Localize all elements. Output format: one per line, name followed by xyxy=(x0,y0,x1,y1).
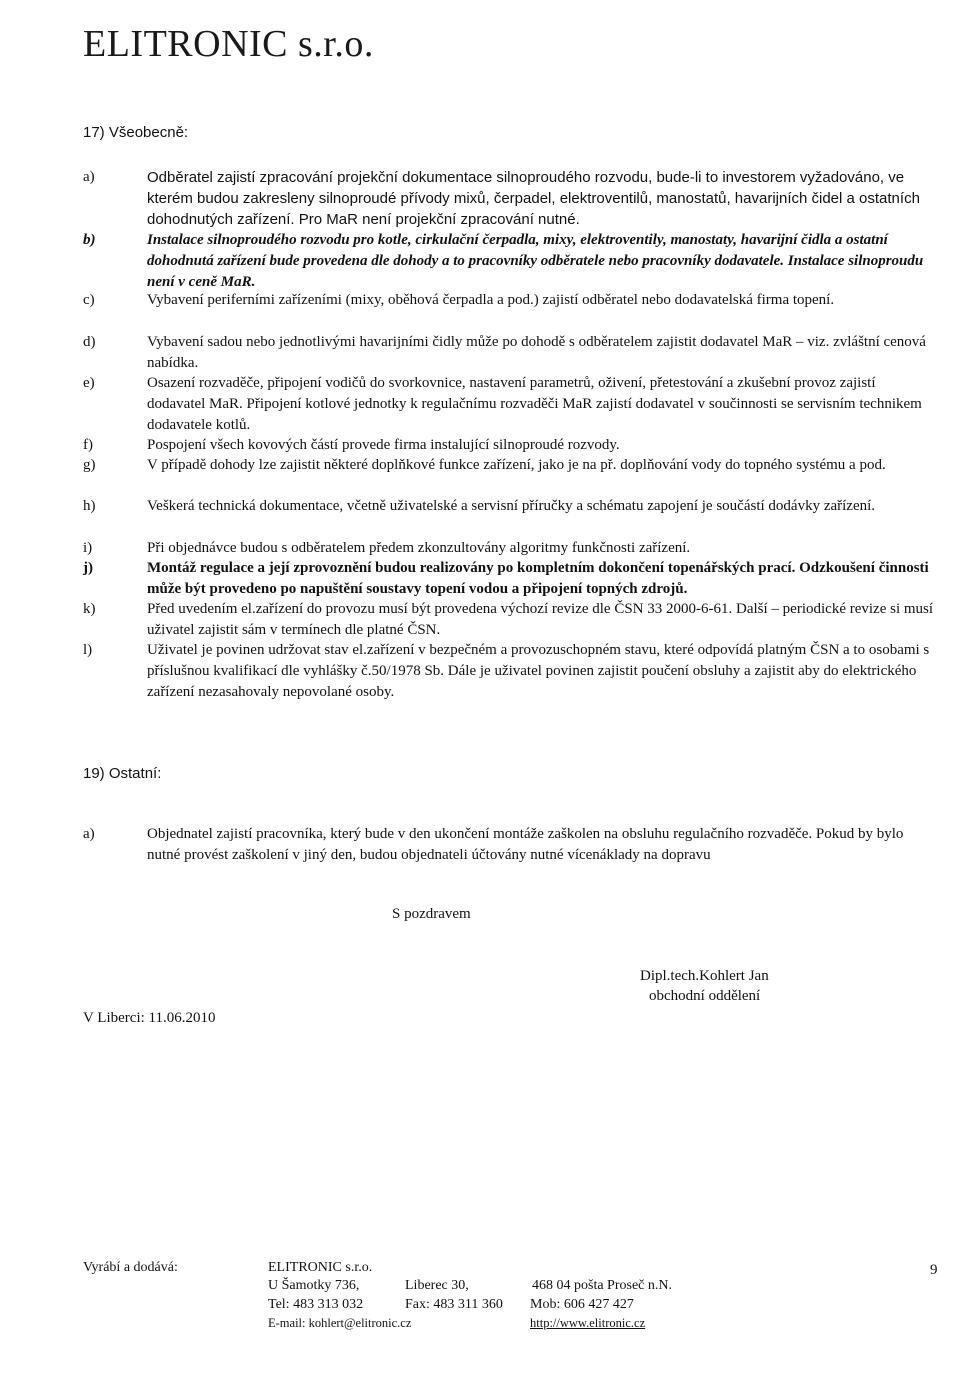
list-item-text: Osazení rozvaděče, připojení vodičů do svorkovnice, nastavení parametrů, oživení, přetestování a zkušební provoz zajistí dodavatel MaR. Připojení kotlové jednotky k regulačnímu rozvaděči MaR zajistí dodavatel v součinnosti se servisním technikem dodavatele kotlů. xyxy=(147,375,922,433)
list-item-text: Vybavení sadou nebo jednotlivými havarijními čidly může po dohodě s odběratelem zajistit dodavatel MaR – viz. zvláštní cenová nabídka. xyxy=(147,334,926,371)
footer-tel: Tel: 483 313 032 xyxy=(268,1297,364,1312)
list-item-text: Uživatel je povinen udržovat stav el.zařízení v bezpečném a provozuschopném stavu, které odpovídá platným ČSN a to osobami s příslušnou kvalifikací dle vyhlášky č.50/1978 Sb. Dále je uživatel povinen zajistit poučení obsluhy a zajistit aby do elektrického zařízení nezasahovaly nepovolané osoby. xyxy=(147,642,930,700)
list-item-text: Pospojení všech kovových částí provede firma instalující silnoproudé rozvody. xyxy=(147,437,620,453)
page-number: 9 xyxy=(930,1262,938,1278)
list-marker: f) xyxy=(83,437,93,453)
list-marker: a) xyxy=(83,826,95,842)
list-marker: b) xyxy=(83,232,96,248)
footer-company: ELITRONIC s.r.o. xyxy=(268,1260,373,1275)
signer-name: Dipl.tech.Kohlert Jan xyxy=(640,968,769,984)
list-item-text: Před uvedením el.zařízení do provozu musí být provedena výchozí revize dle ČSN 33 2000-6-61. Další – periodické revize si musí uživatel zajistit sám v termínech dle platné ČSN. xyxy=(147,601,934,638)
list-item-text: Instalace silnoproudého rozvodu pro kotle, cirkulační čerpadla, mixy, elektroventily, manostaty, havarijní čidla a ostatní dohodnutá zařízení bude provedena dle dohody a to pracovníky odběratele nebo pracovníky dodavatele. Instalace silnoproudu není v ceně MaR. xyxy=(147,232,924,290)
list-marker: a) xyxy=(83,169,95,185)
signer-department: obchodní oddělení xyxy=(649,988,761,1004)
list-item-text: Odběratel zajistí zpracování projekční dokumentace silnoproudého rozvodu, bude-li to investorem vyžadováno, ve kterém budou zakresleny silnoproudé přívody mixů, čerpadel, elektroventilů, manostatů, havarijních čidel a ostatních dohodnutých zařízení. Pro MaR není projekční zpracování nutné. xyxy=(147,169,920,228)
list-item-text: Vybavení periferními zařízeními (mixy, oběhová čerpadla a pod.) zajistí odběratel nebo dodavatelská firma topení. xyxy=(147,292,835,308)
greeting: S pozdravem xyxy=(392,906,471,922)
list-marker: d) xyxy=(83,334,96,350)
company-title: ELITRONIC s.r.o. xyxy=(83,23,374,65)
list-marker: h) xyxy=(83,498,96,514)
footer-city: Liberec 30, xyxy=(405,1278,469,1293)
list-marker: g) xyxy=(83,457,96,473)
section-17-heading: 17) Všeobecně: xyxy=(83,124,189,141)
place-date: V Liberci: 11.06.2010 xyxy=(83,1010,216,1026)
list-item-text: V případě dohody lze zajistit některé doplňkové funkce zařízení, jako je na př. doplňování vody do topného systému a pod. xyxy=(147,457,886,473)
footer-label: Vyrábí a dodává: xyxy=(83,1260,178,1275)
section-19-heading: 19) Ostatní: xyxy=(83,765,162,782)
footer-email: E-mail: kohlert@elitronic.cz xyxy=(268,1316,412,1330)
list-item-text: Při objednávce budou s odběratelem předem zkonzultovány algoritmy funkčnosti zařízení. xyxy=(147,540,691,556)
list-item-text: Veškerá technická dokumentace, včetně uživatelské a servisní příručky a schématu zapojení je součástí dodávky zařízení. xyxy=(147,498,876,514)
list-marker: k) xyxy=(83,601,96,617)
list-marker: j) xyxy=(83,560,93,576)
footer-mob: Mob: 606 427 427 xyxy=(530,1297,634,1312)
footer-street: U Šamotky 736, xyxy=(268,1278,360,1293)
list-item-text: Montáž regulace a její zprovoznění budou realizovány po kompletním dokončení topenářských prací. Odzkoušení činnosti může být provedeno po napuštění soustavy topení vodou a připojení topných zdrojů. xyxy=(147,560,929,597)
list-marker: i) xyxy=(83,540,93,556)
list-item-text: Objednatel zajistí pracovníka, který bude v den ukončení montáže zaškolen na obsluhu regulačního rozvaděče. Pokud by bylo nutné provést zaškolení v jiný den, budou objednateli účtovány nutné vícenáklady na dopravu xyxy=(147,826,904,863)
footer-post: 468 04 pošta Proseč n.N. xyxy=(532,1278,672,1293)
list-marker: c) xyxy=(83,292,95,308)
footer-fax: Fax: 483 311 360 xyxy=(405,1297,503,1312)
list-marker: l) xyxy=(83,642,93,658)
list-marker: e) xyxy=(83,375,95,391)
footer-web-link[interactable]: http://www.elitronic.cz xyxy=(530,1316,646,1330)
